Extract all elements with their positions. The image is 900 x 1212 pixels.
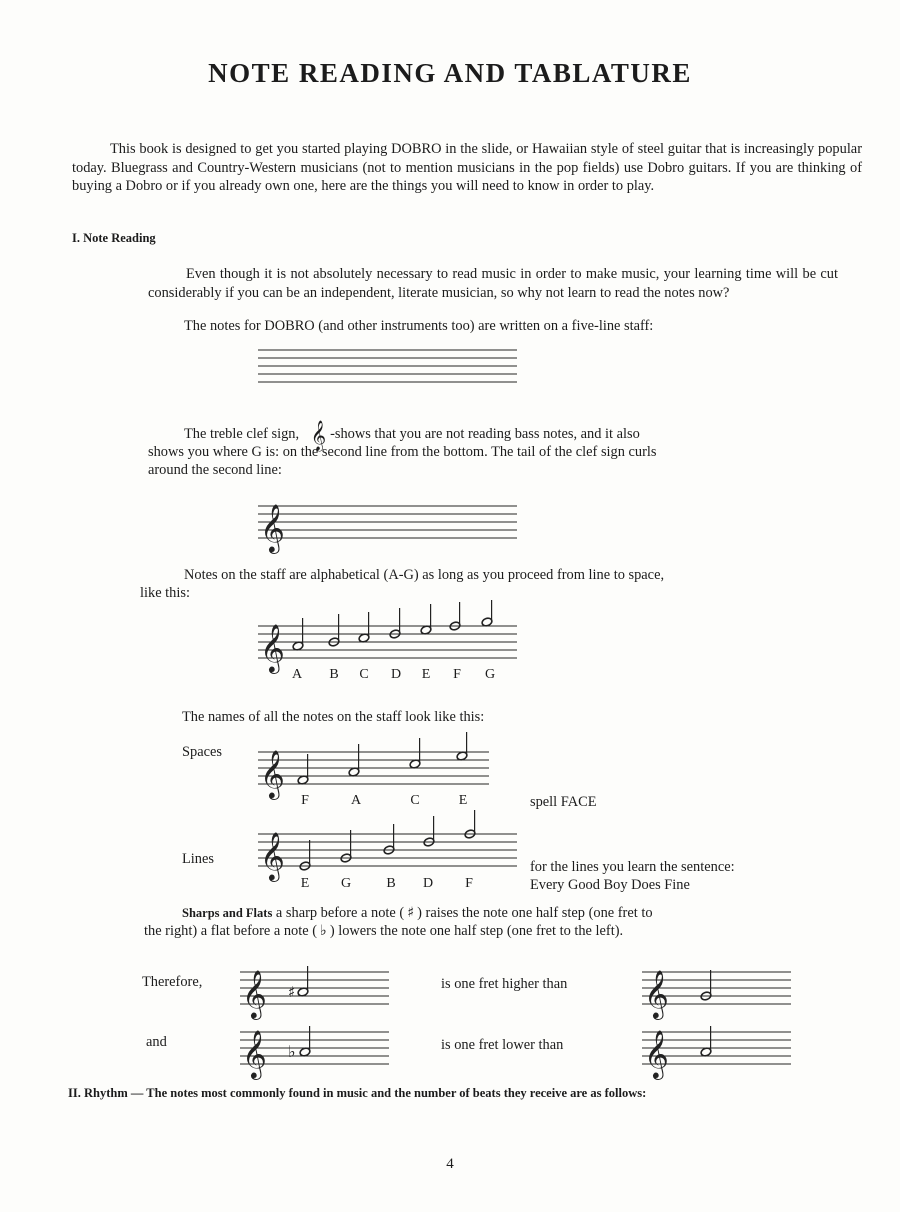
rhythm-intro: — The notes most commonly found in music and the number of beats they receive are as follows: bbox=[130, 1086, 647, 1100]
note-label: G bbox=[484, 667, 496, 682]
rhythm-line bbox=[68, 1086, 646, 1101]
note-label: A bbox=[291, 667, 303, 682]
treble-clef-icon: 𝄞 bbox=[242, 1029, 267, 1078]
note-label: D bbox=[422, 876, 434, 891]
intro-paragraph: This book is designed to get you started playing DOBRO in the slide, or Hawaiian style of steel guitar that is increasingly popular today. Bluegrass and Country-Western musicians (not to mention musicians in the pop fields) use Dobro guitars. If you are thinking of buying a Dobro or if you already own one, here are the things you will need to know in order to play. bbox=[72, 141, 862, 195]
treble-clef-icon: 𝄞 bbox=[644, 969, 669, 1018]
note-a-flat bbox=[299, 1026, 311, 1057]
page-title: NOTE READING AND TABLATURE bbox=[208, 58, 692, 88]
sharp-icon: ♯ bbox=[407, 905, 415, 921]
and-label: and bbox=[146, 1034, 167, 1050]
lines-label: Lines bbox=[182, 851, 214, 867]
treble-clef-icon: 𝄞 bbox=[260, 749, 285, 798]
note-A bbox=[348, 744, 360, 777]
treble-clef-text-after: -shows that you are not reading bass notes, and it also bbox=[330, 426, 640, 442]
note-label: B bbox=[386, 876, 396, 891]
alphabetical-line-2: like this: bbox=[140, 585, 190, 601]
higher-text: is one fret higher than bbox=[441, 976, 568, 992]
sharp-g-staff bbox=[240, 962, 390, 1018]
alphabetical-notes-staff bbox=[258, 612, 518, 672]
note-G bbox=[481, 600, 493, 627]
treble-clef-icon: 𝄞 bbox=[260, 623, 285, 672]
sharps-flats-line-1 bbox=[182, 904, 653, 922]
spaces-label: Spaces bbox=[182, 744, 222, 760]
note-label: B bbox=[329, 667, 339, 682]
sharps-text-a: a sharp before a note ( bbox=[275, 905, 405, 921]
sharps-flats-heading: Sharps and Flats bbox=[182, 906, 273, 920]
sharps-text-b: ) raises the note one half step (one fret to bbox=[417, 905, 653, 921]
treble-clef-icon: 𝄞 bbox=[260, 503, 285, 552]
section-heading-note-reading: I. Note Reading bbox=[72, 231, 156, 245]
note-C bbox=[358, 612, 370, 643]
note-label: E bbox=[300, 876, 310, 891]
treble-clef-staff bbox=[258, 500, 518, 552]
sharp-icon: ♯ bbox=[288, 983, 296, 1001]
flat-icon: ♭ bbox=[320, 923, 327, 939]
a-natural-staff bbox=[642, 1022, 792, 1078]
treble-clef-icon: 𝄞 bbox=[260, 831, 285, 880]
treble-clef-text-before: The treble clef sign, bbox=[184, 426, 300, 442]
treble-clef-sentence bbox=[184, 421, 640, 451]
section-heading-rhythm: II. Rhythm bbox=[68, 1086, 128, 1100]
lines-caption-2: Every Good Boy Does Fine bbox=[530, 877, 690, 893]
treble-clef-icon: 𝄞 bbox=[242, 969, 267, 1018]
note-label: C bbox=[410, 793, 420, 808]
note-label: E bbox=[458, 793, 468, 808]
note-label: F bbox=[453, 667, 461, 682]
sharps-flats-line-2 bbox=[144, 922, 623, 940]
note-label: A bbox=[350, 793, 362, 808]
page-number: 4 bbox=[446, 1156, 454, 1172]
treble-clef-line-2: shows you where G is: on the second line from the bottom. The tail of the clef sign curls bbox=[148, 444, 657, 460]
note-a bbox=[700, 1026, 712, 1057]
g-natural-staff bbox=[642, 962, 792, 1018]
spaces-caption: spell FACE bbox=[530, 794, 597, 810]
note-label: F bbox=[465, 876, 473, 891]
note-F bbox=[297, 754, 309, 785]
note-A bbox=[292, 618, 304, 651]
note-label: G bbox=[340, 876, 352, 891]
note-g-sharp bbox=[297, 966, 309, 997]
note-label: C bbox=[359, 667, 369, 682]
flat-icon: ♭ bbox=[288, 1042, 296, 1061]
lines-caption-1: for the lines you learn the sentence: bbox=[530, 859, 735, 875]
note-C bbox=[409, 738, 421, 769]
treble-clef-icon: 𝄞 bbox=[644, 1029, 669, 1078]
empty-five-line-staff bbox=[258, 346, 518, 386]
treble-clef-icon: 𝄞 bbox=[310, 421, 327, 451]
lines-staff bbox=[258, 822, 518, 880]
treble-clef-line-3: around the second line: bbox=[148, 462, 282, 478]
five-line-staff-intro: The notes for DOBRO (and other instruments too) are written on a five-line staff: bbox=[184, 318, 654, 334]
note-F bbox=[464, 810, 476, 839]
note-E bbox=[456, 732, 468, 761]
note-label: D bbox=[390, 667, 402, 682]
note-label: E bbox=[421, 667, 431, 682]
flat-a-staff bbox=[240, 1022, 390, 1078]
lower-text: is one fret lower than bbox=[441, 1037, 564, 1053]
spaces-staff bbox=[258, 742, 490, 798]
note-E bbox=[420, 604, 432, 635]
alphabetical-line-1: Notes on the staff are alphabetical (A-G) as long as you proceed from line to space, bbox=[184, 567, 665, 583]
note-F bbox=[449, 602, 461, 631]
note-reading-paragraph: Even though it is not absolutely necessary to read music in order to make music, your learning time will be cut considerably if you can be an independent, literate musician, so why not learn to read the notes now? bbox=[148, 266, 838, 301]
therefore-label: Therefore, bbox=[142, 974, 203, 990]
note-names-intro: The names of all the notes on the staff look like this: bbox=[182, 709, 485, 725]
flats-text-a: the right) a flat before a note ( bbox=[144, 923, 318, 939]
note-label: F bbox=[301, 793, 309, 808]
flats-text-b: ) lowers the note one half step (one fret to the left). bbox=[329, 923, 624, 939]
